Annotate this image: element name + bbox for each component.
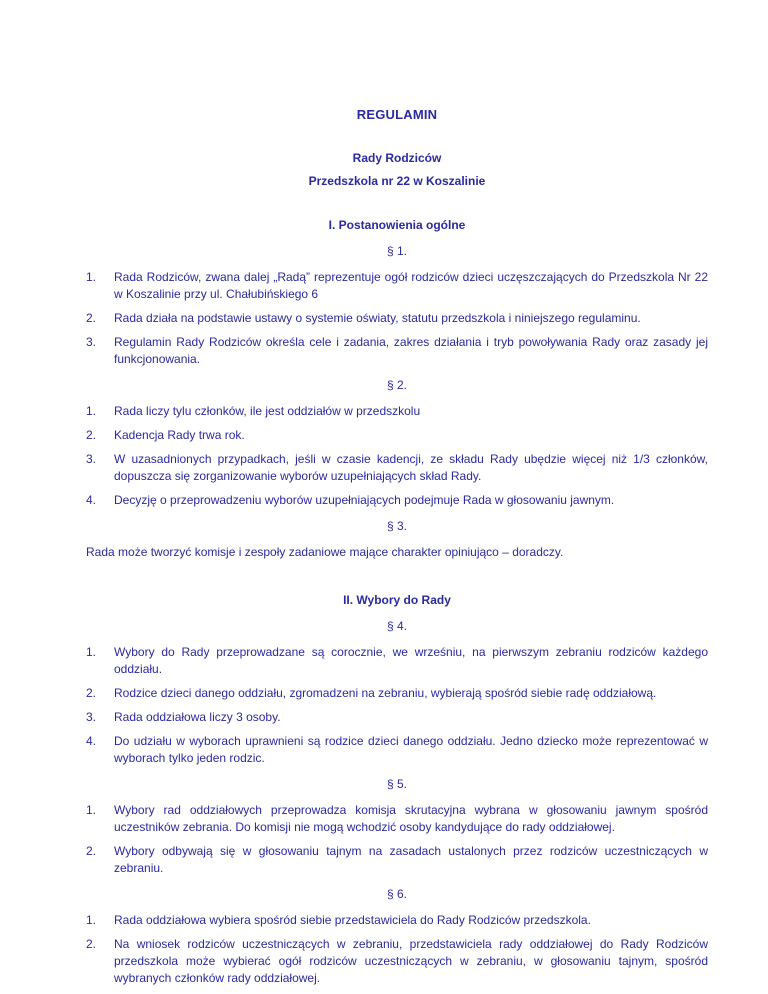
list-item-text: Rodzice dzieci danego oddziału, zgromadzeni na zebraniu, wybierają spośród siebie radę oddziałową. (114, 686, 657, 700)
list-item-text: Rada oddziałowa wybiera spośród siebie przedstawiciela do Rady Rodziców przedszkola. (114, 913, 591, 927)
list-item (86, 802, 708, 836)
list-item-number: 1. (86, 270, 97, 284)
list-item-text: Rada liczy tylu członków, ile jest oddziałów w przedszkolu (114, 404, 421, 418)
list-item-text: Rada Rodziców, zwana dalej „Radą” reprezentuje ogół rodziców dzieci uczęszczających do Przedszkola Nr 22 w Koszalinie przy ul. Chałubińskiego 6 (114, 270, 708, 301)
list-item (86, 269, 708, 303)
paragraph-2-label: § 2. (386, 378, 407, 392)
list-item-text: Rada działa na podstawie ustawy o systemie oświaty, statutu przedszkola i niniejszego regulaminu. (114, 311, 641, 325)
list-item-number: 2. (86, 937, 97, 951)
list-item-number: 2. (86, 428, 97, 442)
paragraph-4-list (86, 644, 708, 767)
list-item-text: Wybory do Rady przeprowadzane są corocznie, we wrześniu, na pierwszym zebraniu rodziców każdego oddziału. (114, 645, 708, 676)
list-item-number: 2. (86, 844, 97, 858)
list-item-number: 4. (86, 734, 97, 748)
paragraph-4-label: § 4. (386, 619, 407, 633)
section-2-heading: II. Wybory do Rady (343, 593, 451, 607)
list-item (86, 709, 708, 726)
list-item-text: Wybory odbywają się w głosowaniu tajnym na zasadach ustalonych przez rodziców uczestniczących w zebraniu. (114, 844, 708, 875)
list-item-text: Na wniosek rodziców uczestniczących w zebraniu, przedstawiciela rady oddziałowej do Rady Rodziców przedszkola może wybierać ogół rodziców uczestniczących w zebraniu, w głosowaniu tajnym, spośród wybranych członków rady oddziałowej. (114, 937, 708, 985)
paragraph-3-label: § 3. (386, 519, 407, 533)
list-item-number: 1. (86, 803, 97, 817)
list-item (86, 334, 708, 368)
list-item (86, 733, 708, 767)
list-item (86, 427, 708, 444)
list-item-text: W uzasadnionych przypadkach, jeśli w czasie kadencji, ze składu Rady ubędzie więcej niż 1/3 członków, dopuszcza się zorganizowanie wyborów uzupełniających skład Rady. (114, 452, 708, 483)
list-item-number: 2. (86, 686, 97, 700)
list-item-text: Wybory rad oddziałowych przeprowadza komisja skrutacyjna wybrana w głosowaniu jawnym spośród uczestników zebrania. Do komisji nie mogą wchodzić osoby kandydujące do rady oddziałowej. (114, 803, 708, 834)
list-item-number: 3. (86, 710, 97, 724)
list-item-number: 1. (86, 913, 97, 927)
list-item-text: Kadencja Rady trwa rok. (114, 428, 245, 442)
list-item (86, 403, 708, 420)
paragraph-6-label: § 6. (386, 887, 407, 901)
paragraph-1-label: § 1. (386, 244, 407, 258)
list-item (86, 310, 708, 327)
list-item-text: Rada oddziałowa liczy 3 osoby. (114, 710, 281, 724)
paragraph-5-label: § 5. (386, 777, 407, 791)
list-item-number: 1. (86, 404, 97, 418)
paragraph-5-list (86, 802, 708, 877)
paragraph-6-list (86, 912, 708, 987)
document-subtitle-line1: Rady Rodziców (352, 151, 442, 165)
list-item-text: Decyzję o przeprowadzeniu wyborów uzupełniających podejmuje Rada w głosowaniu jawnym. (114, 493, 615, 507)
paragraph-3-text: Rada może tworzyć komisje i zespoły zadaniowe mające charakter opiniująco – doradczy. (86, 545, 564, 559)
list-item-text: Do udziału w wyborach uprawnieni są rodzice dzieci danego oddziału. Jedno dziecko może reprezentować w wyborach tylko jeden rodzic. (114, 734, 708, 765)
document-subtitle-line2: Przedszkola nr 22 w Koszalinie (308, 174, 486, 188)
list-item (86, 644, 708, 678)
list-item-number: 3. (86, 452, 97, 466)
list-item (86, 936, 708, 987)
list-item-text: Regulamin Rady Rodziców określa cele i zadania, zakres działania i tryb powoływania Rady oraz zasady jej funkcjonowania. (114, 335, 708, 366)
paragraph-2-list (86, 403, 708, 509)
list-item (86, 492, 708, 509)
list-item (86, 685, 708, 702)
document-title: REGULAMIN (356, 107, 438, 122)
list-item (86, 451, 708, 485)
list-item-number: 1. (86, 645, 97, 659)
section-1-heading: I. Postanowienia ogólne (328, 218, 466, 232)
list-item-number: 2. (86, 311, 97, 325)
list-item-number: 4. (86, 493, 97, 507)
list-item-number: 3. (86, 335, 97, 349)
list-item (86, 912, 708, 929)
list-item (86, 843, 708, 877)
paragraph-1-list (86, 269, 708, 368)
